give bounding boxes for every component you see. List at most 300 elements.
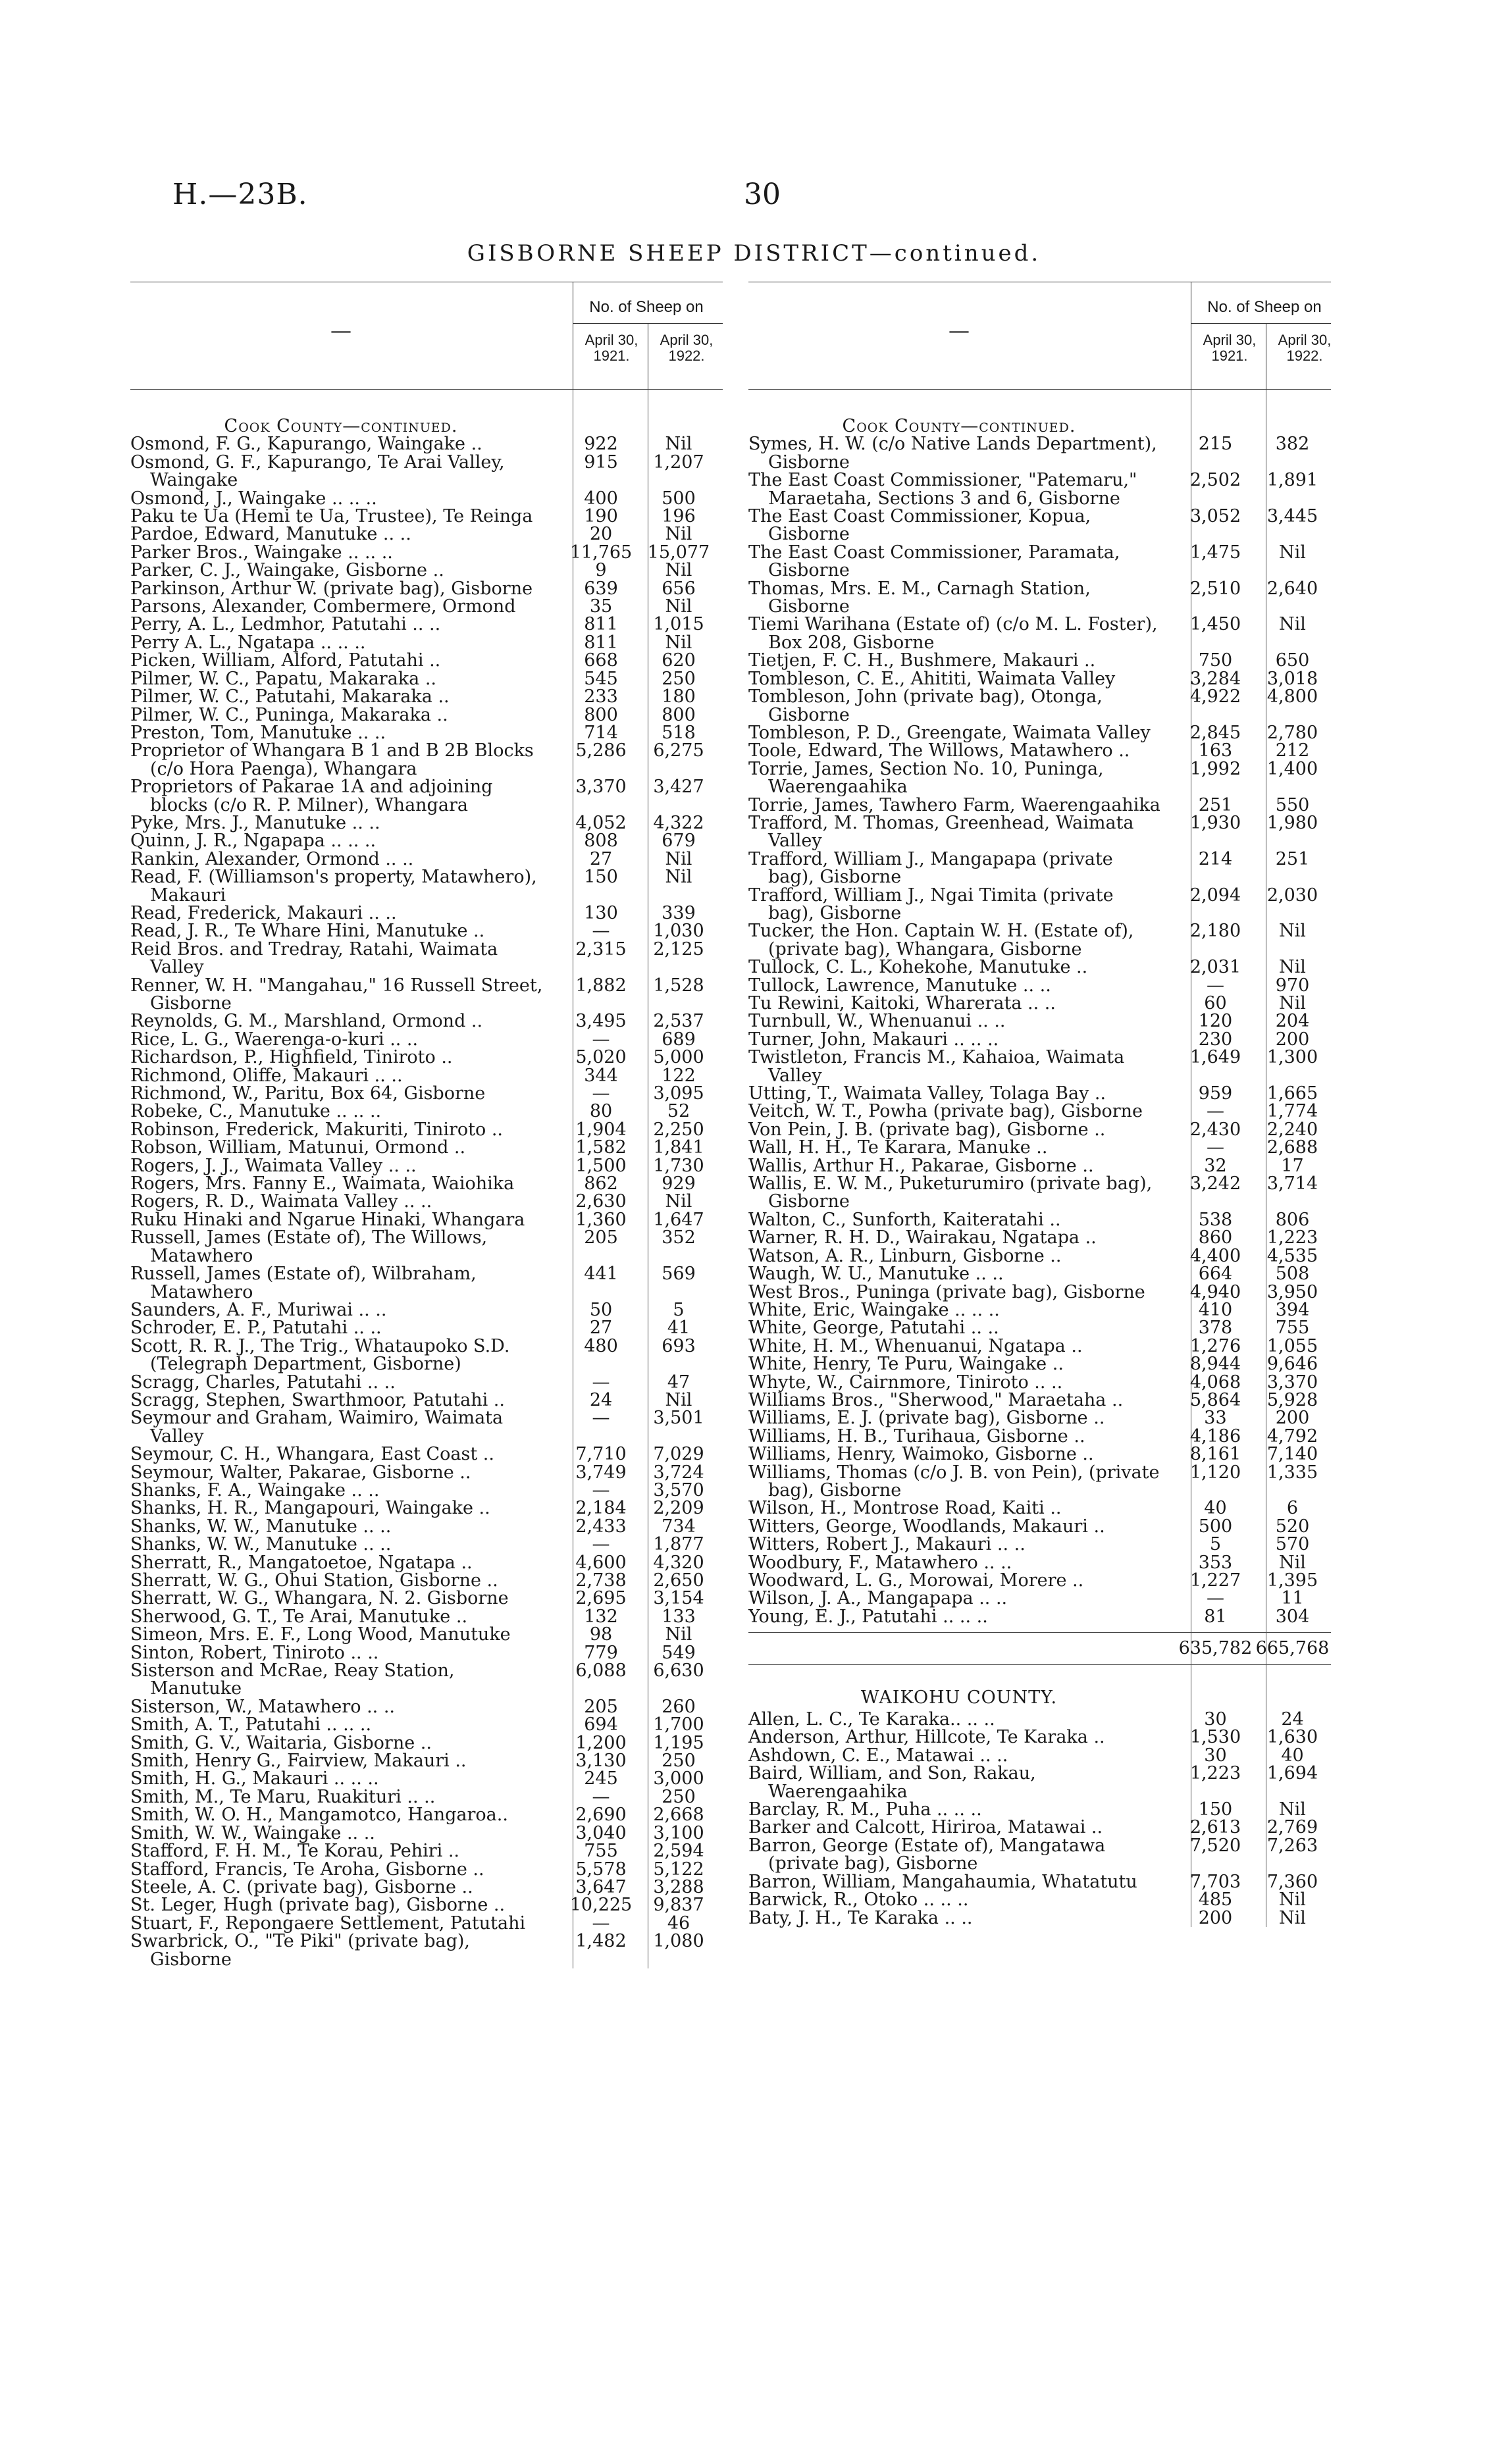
sheep-1922: 3,370 (1266, 1372, 1318, 1393)
sheep-1922: 204 (1275, 1011, 1310, 1032)
table-row (130, 904, 723, 922)
sheep-1922: 1,694 (1266, 1763, 1318, 1784)
sheep-1921: 5,578 (575, 1859, 627, 1880)
sheep-1921: 33 (1204, 1408, 1227, 1429)
holder-name: Robinson, Frederick, Makuriti, Tiniroto .. (130, 1119, 503, 1140)
table-row (748, 1211, 1331, 1229)
sheep-1922: 7,263 (1266, 1835, 1318, 1856)
holder-name: Williams, H. B., Turihaua, Gisborne .. (748, 1425, 1085, 1447)
sheep-1921: — (592, 1029, 610, 1050)
sheep-1921: 4,186 (1189, 1425, 1241, 1447)
sheep-1921: 3,495 (575, 1011, 627, 1032)
sheep-1921: 7,520 (1189, 1835, 1241, 1856)
sheep-1922: 5 (673, 1299, 685, 1320)
holder-name: Smith, W. O. H., Mangamotco, Hangaroa.. (130, 1805, 508, 1826)
sheep-1921: 800 (584, 704, 618, 725)
table-row (130, 1391, 723, 1409)
sheep-1921: 1,120 (1189, 1462, 1241, 1483)
sheep-1921: 959 (1198, 1083, 1233, 1104)
sheep-1921: 7,703 (1189, 1871, 1241, 1892)
holder-name: Preston, Tom, Manutuke .. .. (130, 722, 386, 743)
sheep-1922: 6,275 (653, 740, 704, 761)
holder-name: Pilmer, W. C., Patutahi, Makaraka .. (130, 686, 450, 707)
table-row (748, 1873, 1331, 1891)
holder-name: Sisterson, W., Matawhero .. .. (130, 1696, 395, 1717)
holder-name: Parker Bros., Waingake .. .. .. (130, 542, 393, 563)
table-row (130, 544, 723, 561)
sheep-1921: 2,630 (575, 1191, 627, 1212)
table-row (748, 1747, 1331, 1764)
sheep-1922: 693 (662, 1335, 696, 1356)
table-row (130, 1662, 723, 1698)
sheep-1921: 4,922 (1189, 686, 1241, 707)
sheep-1922: 2,030 (1266, 885, 1318, 906)
table-row (130, 1265, 723, 1301)
holder-name: Pilmer, W. C., Papatu, Makaraka .. (130, 668, 437, 689)
holder-name: Ruku Hinaki and Ngarue Hinaki, Whangara (130, 1209, 525, 1230)
sheep-1922: 41 (667, 1318, 690, 1339)
holder-name: Wilson, J. A., Mangapapa .. .. (748, 1588, 1008, 1609)
section-heading: Cook County—continued. (842, 416, 1076, 436)
sheep-1922: Nil (1279, 1889, 1306, 1911)
table-row (748, 850, 1331, 886)
sheep-1921: 98 (589, 1624, 613, 1645)
holder-name: West Bros., Puninga (private bag), Gisborne (748, 1281, 1145, 1302)
sheep-1921: 3,052 (1189, 506, 1241, 527)
sheep-1922: 1,528 (653, 975, 704, 996)
holder-name: Tucker, the Hon. Captain W. H. (Estate of), (private bag), Whangara, Gisborne (748, 921, 1134, 960)
holder-name: White, Henry, Te Puru, Waingake .. (748, 1354, 1064, 1375)
sheep-1922: 3,100 (653, 1822, 704, 1843)
table-row (130, 1554, 723, 1572)
table-row (748, 1801, 1331, 1818)
sheep-1922: 339 (662, 902, 696, 923)
table-row (748, 688, 1331, 724)
table-row (130, 1734, 723, 1752)
sheep-1922: Nil (1279, 1907, 1306, 1928)
holder-name: Woodbury, F., Matawhero .. .. (748, 1552, 1012, 1573)
sheep-1922: 2,594 (653, 1841, 704, 1862)
sheep-1922: 260 (662, 1696, 696, 1717)
holder-name: Shanks, F. A., Waingake .. .. (130, 1479, 380, 1501)
sheep-1921: 40 (1204, 1498, 1227, 1519)
header-dash: — (330, 318, 351, 343)
sheep-1922: 1,335 (1266, 1462, 1318, 1483)
page-number: 30 (744, 178, 781, 211)
holder-name: Young, E. J., Patutahi .. .. .. (748, 1606, 988, 1627)
holder-name: Witters, George, Woodlands, Makauri .. (748, 1516, 1105, 1537)
table-row (130, 706, 723, 724)
table-row (130, 1301, 723, 1319)
sheep-1921: 8,161 (1189, 1444, 1241, 1465)
table-row (130, 868, 723, 904)
sheep-1922: 4,800 (1266, 686, 1318, 707)
holder-name: White, George, Patutahi .. .. (748, 1318, 999, 1339)
sheep-1922: 2,209 (653, 1498, 704, 1519)
table-row (748, 958, 1331, 976)
holder-name: Wallis, E. W. M., Puketurumiro (private bag), Gisborne (748, 1173, 1153, 1212)
holder-name: Wall, H. H., Te Karara, Manuke .. (748, 1137, 1048, 1158)
sheep-1922: 2,769 (1266, 1817, 1318, 1838)
sheep-1921: 2,845 (1189, 722, 1241, 743)
table-row (130, 1121, 723, 1139)
sheep-1922: 352 (662, 1227, 696, 1248)
sheep-1921: 1,482 (575, 1931, 627, 1952)
sheep-1922: 1,030 (653, 921, 704, 942)
holder-name: Seymour and Graham, Waimiro, Waimata Valley (130, 1408, 504, 1447)
sheep-1921: 1,930 (1189, 812, 1241, 833)
holder-name: Shanks, W. W., Manutuke .. .. (130, 1534, 392, 1555)
sheep-1921: — (1206, 1588, 1224, 1609)
sheep-1922: 570 (1275, 1534, 1310, 1555)
sheep-1922: 1,877 (653, 1534, 704, 1555)
sheep-1922: 1,980 (1266, 812, 1318, 833)
sheep-1921: 2,031 (1189, 957, 1241, 978)
holder-name: Smith, M., Te Maru, Ruakituri .. .. (130, 1786, 436, 1807)
sheep-1921: 4,600 (575, 1552, 627, 1573)
sheep-1922: 4,320 (653, 1552, 704, 1573)
table-row (748, 1499, 1331, 1517)
holder-name: Robson, William, Matunui, Ormond .. (130, 1137, 466, 1158)
table-row (130, 1861, 723, 1878)
holder-name: Barker and Calcott, Hiriroa, Matawai .. (748, 1817, 1103, 1838)
sheep-1921: — (1206, 975, 1224, 996)
sheep-1921: 5 (1209, 1534, 1222, 1555)
sheep-1921: 245 (584, 1768, 618, 1789)
table-row (748, 1728, 1331, 1746)
table-row (748, 742, 1331, 759)
sheep-1921: 4,940 (1189, 1281, 1241, 1302)
holder-name: Pilmer, W. C., Puninga, Makaraka .. (130, 704, 448, 725)
holder-name: Twistleton, Francis M., Kahaioa, Waimata Valley (748, 1047, 1125, 1086)
sheep-1921: — (592, 1786, 610, 1807)
holder-name: Rogers, Mrs. Fanny E., Waimata, Waiohika (130, 1173, 515, 1194)
sheep-1921: 30 (1204, 1745, 1227, 1766)
table-row (748, 1391, 1331, 1409)
table-row (130, 1608, 723, 1626)
table-row (130, 850, 723, 868)
sheep-1921: 4,068 (1189, 1372, 1241, 1393)
table-row (130, 507, 723, 525)
table-row (130, 1048, 723, 1066)
sheep-1922: 7,140 (1266, 1444, 1318, 1465)
holder-name: Baty, J. H., Te Karaka .. .. (748, 1907, 973, 1928)
sheep-1921: 2,180 (1189, 921, 1241, 942)
table-row (130, 1445, 723, 1463)
table-row (748, 1337, 1331, 1355)
sheep-1921: 50 (589, 1299, 613, 1320)
sheep-1922: Nil (665, 524, 692, 545)
holder-name: The East Coast Commissioner, "Patemaru," Maraetaha, Sections 3 and 6, Gisborne (748, 470, 1137, 509)
holder-name: Richmond, W., Paritu, Box 64, Gisborne (130, 1083, 486, 1104)
sheep-1921: 132 (584, 1606, 618, 1627)
sheep-1922: 3,714 (1266, 1173, 1318, 1194)
sheep-1922: 3,000 (653, 1768, 704, 1789)
holder-name: Stuart, F., Repongaere Settlement, Patutahi (130, 1912, 526, 1934)
table-row (748, 1710, 1331, 1728)
sheep-1921: 120 (1198, 1011, 1233, 1032)
holder-name: Stafford, F. H. M., Te Korau, Pehiri .. (130, 1841, 460, 1862)
sheep-1922: 17 (1281, 1155, 1304, 1176)
sheep-1922: 734 (662, 1516, 696, 1537)
table-row (748, 1229, 1331, 1246)
col-1922-heading: April 30, 1922. (1278, 332, 1332, 364)
sheep-1922: 508 (1275, 1264, 1310, 1285)
table-row (130, 814, 723, 832)
sheep-1922: Nil (665, 632, 692, 653)
holder-name: Paku te Ua (Hemi te Ua, Trustee), Te Reinga (130, 506, 533, 527)
sheep-1922: 3,288 (653, 1876, 704, 1897)
sheep-1921: 233 (584, 686, 618, 707)
holder-name: Robeke, C., Manutuke .. .. .. (130, 1101, 382, 1122)
sheep-1922: 122 (662, 1065, 696, 1086)
sheep-1922: 1,891 (1266, 470, 1318, 491)
table-row (748, 1301, 1331, 1319)
table-row (748, 724, 1331, 742)
sheep-1921: 2,433 (575, 1516, 627, 1537)
table-row (130, 1031, 723, 1048)
sheep-1922: Nil (1279, 542, 1306, 563)
sheep-1922: Nil (665, 596, 692, 617)
sheep-1922: 5,928 (1266, 1389, 1318, 1410)
sheep-1922: 1,223 (1266, 1227, 1318, 1248)
sheep-1921: 694 (584, 1714, 618, 1735)
table-row (130, 1535, 723, 1553)
sheep-1921: 1,992 (1189, 758, 1241, 779)
sheep-1922: 200 (1275, 1029, 1310, 1050)
sheep-1922: Nil (1279, 1799, 1306, 1820)
holder-name: Reid Bros. and Tredray, Ratahi, Waimata Valley (130, 938, 498, 978)
sheep-1922: Nil (1279, 993, 1306, 1014)
sheep-1921: 2,510 (1189, 578, 1241, 599)
table-row (748, 435, 1331, 471)
table-row (748, 1554, 1331, 1572)
sheep-1922: 1,665 (1266, 1083, 1318, 1104)
table-row (130, 977, 723, 1013)
sheep-1922: 518 (662, 722, 696, 743)
sheep-1921: 200 (1198, 1907, 1233, 1928)
table-row (748, 1121, 1331, 1139)
page-code: H.—23B. (172, 178, 308, 211)
sheep-1921: 1,882 (575, 975, 627, 996)
holder-name: Osmond, J., Waingake .. .. .. (130, 488, 377, 509)
sheep-1922: 689 (662, 1029, 696, 1050)
sheep-1922: 7,029 (653, 1444, 704, 1465)
table-row (130, 1716, 723, 1733)
sheep-1921: 3,040 (575, 1822, 627, 1843)
holder-name: Smith, H. G., Makauri .. .. .. (130, 1768, 379, 1789)
sheep-1921: 860 (1198, 1227, 1233, 1248)
holder-name: Witters, Robert J., Makauri .. .. (748, 1534, 1026, 1555)
sheep-1921: 2,695 (575, 1588, 627, 1609)
sheep-1922: 212 (1275, 740, 1310, 761)
total-1921: 635,782 (1178, 1638, 1253, 1659)
table-row (130, 1644, 723, 1662)
sheep-1922: 755 (1275, 1318, 1310, 1339)
sheep-1922: Nil (1279, 1552, 1306, 1573)
sheep-1921: 3,370 (575, 777, 627, 798)
sheep-1921: 538 (1198, 1209, 1233, 1230)
table-row (130, 1102, 723, 1120)
holder-name: Stafford, Francis, Te Aroha, Gisborne .. (130, 1859, 484, 1880)
holder-name: Trafford, M. Thomas, Greenhead, Waimata Valley (748, 812, 1134, 852)
table-row (748, 471, 1331, 507)
sheep-1922: 394 (1275, 1299, 1310, 1320)
holder-name: Smith, Henry G., Fairview, Makauri .. (130, 1751, 467, 1772)
sheep-1922: 1,395 (1266, 1570, 1318, 1591)
holder-name: Perry, A. L., Ledmhor, Patutahi .. .. (130, 614, 441, 635)
holder-name: Ashdown, C. E., Matawai .. .. (748, 1745, 1008, 1766)
sheep-1921: 190 (584, 506, 618, 527)
table-row (748, 1048, 1331, 1085)
holder-name: Swarbrick, O., "Te Piki" (private bag), Gisborne (130, 1931, 470, 1970)
sheep-1921: — (592, 1534, 610, 1555)
sheep-1921: 668 (584, 650, 618, 671)
holder-name: Tombleson, C. E., Ahititi, Waimata Valley (748, 668, 1116, 689)
table-row (130, 1788, 723, 1806)
sheep-1922: 3,154 (653, 1588, 704, 1609)
table-row (130, 1770, 723, 1787)
sheep-1921: 1,904 (575, 1119, 627, 1140)
holder-name: Pardoe, Edward, Manutuke .. .. (130, 524, 411, 545)
table-row (130, 724, 723, 742)
table-row (130, 688, 723, 706)
sheep-1922: Nil (1279, 921, 1306, 942)
holder-name: Steele, A. C. (private bag), Gisborne .. (130, 1876, 473, 1897)
holder-name: Read, J. R., Te Whare Hini, Manutuke .. (130, 921, 485, 942)
section-heading-waikohu: WAIKOHU COUNTY. (860, 1687, 1058, 1708)
sheep-1921: 2,502 (1189, 470, 1241, 491)
table-row (130, 580, 723, 598)
sheep-1922: 250 (662, 668, 696, 689)
sheep-1922: Nil (665, 1624, 692, 1645)
sheep-1921: 32 (1204, 1155, 1227, 1176)
table-row (748, 507, 1331, 544)
holder-name: The East Coast Commissioner, Kopua, Gisborne (748, 506, 1091, 545)
holder-name: Wallis, Arthur H., Pakarae, Gisborne .. (748, 1155, 1094, 1176)
holder-name: Turner, John, Makauri .. .. .. (748, 1029, 999, 1050)
sheep-1921: 205 (584, 1227, 618, 1248)
holder-name: Allen, L. C., Te Karaka.. .. .. (748, 1709, 995, 1730)
sheep-1921: 20 (589, 524, 613, 545)
holder-name: Rankin, Alexander, Ormond .. .. (130, 848, 414, 869)
sheep-1921: 1,276 (1189, 1335, 1241, 1356)
holder-name: Parsons, Alexander, Combermere, Ormond (130, 596, 516, 617)
sheep-1922: 2,688 (1266, 1137, 1318, 1158)
holder-name: Proprietor of Whangara B 1 and B 2B Blocks (c/o Hora Paenga), Whangara (130, 740, 534, 779)
holder-name: Shanks, H. R., Mangapouri, Waingake .. (130, 1498, 490, 1519)
sheep-1922: 1,700 (653, 1714, 704, 1735)
sheep-1921: 1,500 (575, 1155, 627, 1176)
sheep-1921: 750 (1198, 650, 1233, 671)
table-row (748, 1031, 1331, 1048)
table-row (748, 652, 1331, 669)
sheep-1921: 163 (1198, 740, 1233, 761)
table-row (748, 1445, 1331, 1463)
holder-name: Tullock, Lawrence, Manutuke .. .. (748, 975, 1051, 996)
table-body (130, 390, 723, 1968)
sheep-1922: 40 (1281, 1745, 1304, 1766)
holder-name: Barron, George (Estate of), Mangatawa (private bag), Gisborne (748, 1835, 1106, 1874)
table-row (130, 1499, 723, 1517)
col-1921-heading: April 30, 1921. (1203, 332, 1257, 364)
table-row (130, 1211, 723, 1229)
sheep-1922: 4,322 (653, 812, 704, 833)
table-row (130, 1157, 723, 1175)
table-row (130, 1481, 723, 1499)
holder-name: Barwick, R., Otoko .. .. .. (748, 1889, 969, 1911)
table-row (130, 922, 723, 940)
holder-name: Walton, C., Sunforth, Kaiteratahi .. (748, 1209, 1061, 1230)
holder-name: White, H. M., Whenuanui, Ngatapa .. (748, 1335, 1083, 1356)
sheep-1921: 81 (1204, 1606, 1227, 1627)
holder-name: Tombleson, P. D., Greengate, Waimata Valley (748, 722, 1151, 743)
sheep-1922: 1,730 (653, 1155, 704, 1176)
holder-name: Toole, Edward, The Willows, Matawhero .. (748, 740, 1130, 761)
sheep-1921: 3,130 (575, 1751, 627, 1772)
holder-name: Tu Rewini, Kaitoki, Wharerata .. .. (748, 993, 1056, 1014)
table-row (130, 1229, 723, 1265)
sheep-1922: Nil (665, 1389, 692, 1410)
table-body (748, 390, 1331, 1927)
holder-name: Sherwood, G. T., Te Arai, Manutuke .. (130, 1606, 468, 1627)
sheep-1922: 250 (662, 1751, 696, 1772)
holder-name: Sisterson and McRae, Reay Station, Manutuke (130, 1660, 455, 1699)
sheep-1921: 3,749 (575, 1462, 627, 1483)
sheep-1921: 214 (1198, 848, 1233, 869)
table-row (130, 598, 723, 615)
sheep-1921: 27 (589, 848, 613, 869)
table-row (748, 1518, 1331, 1535)
sheep-1921: 230 (1198, 1029, 1233, 1050)
holder-name: Perry A. L., Ngatapa .. .. .. (130, 632, 366, 653)
table-row (748, 1818, 1331, 1836)
table-row (130, 1698, 723, 1716)
sheep-1921: 1,582 (575, 1137, 627, 1158)
table-row (748, 1589, 1331, 1607)
sheep-1921: 779 (584, 1642, 618, 1663)
holder-name: Russell, James (Estate of), Wilbraham, Matawhero (130, 1264, 477, 1302)
sheep-1922: 1,841 (653, 1137, 704, 1158)
sheep-1922: 2,537 (653, 1011, 704, 1032)
holder-name: Trafford, William J., Ngai Timita (private bag), Gisborne (748, 885, 1114, 923)
sheep-1921: 639 (584, 578, 618, 599)
holder-name: Wilson, H., Montrose Road, Kaiti .. (748, 1498, 1062, 1519)
sheep-1921: 4,052 (575, 812, 627, 833)
holder-name: Woodward, L. G., Morowai, Morere .. (748, 1570, 1084, 1591)
holder-name: Baird, William, and Son, Rakau, Waerengaahika (748, 1763, 1036, 1802)
sheep-1921: 130 (584, 902, 618, 923)
sheep-1921: 80 (589, 1101, 613, 1122)
holder-name: Scott, R. R. J., The Trig., Whataupoko S.D. (Telegraph Department, Gisborne) (130, 1335, 510, 1375)
holder-name: Sherratt, W. G., Ohui Station, Gisborne .. (130, 1570, 498, 1591)
table-row (748, 1373, 1331, 1391)
sheep-1922: 7,360 (1266, 1871, 1318, 1892)
sheep-1921: 485 (1198, 1889, 1233, 1911)
sheep-1921: — (592, 1912, 610, 1934)
holder-name: Picken, William, Alford, Patutahi .. (130, 650, 441, 671)
table-row (130, 778, 723, 814)
sheep-1921: 1,530 (1189, 1727, 1241, 1748)
holder-name: Parkinson, Arthur W. (private bag), Gisborne (130, 578, 533, 599)
sheep-1921: 545 (584, 668, 618, 689)
sheep-1922: 3,427 (653, 777, 704, 798)
sheep-1922: 549 (662, 1642, 696, 1663)
table-row (130, 1932, 723, 1968)
table-row (748, 1427, 1331, 1445)
sheep-1921: — (1206, 1137, 1224, 1158)
sheep-1921: 2,184 (575, 1498, 627, 1519)
